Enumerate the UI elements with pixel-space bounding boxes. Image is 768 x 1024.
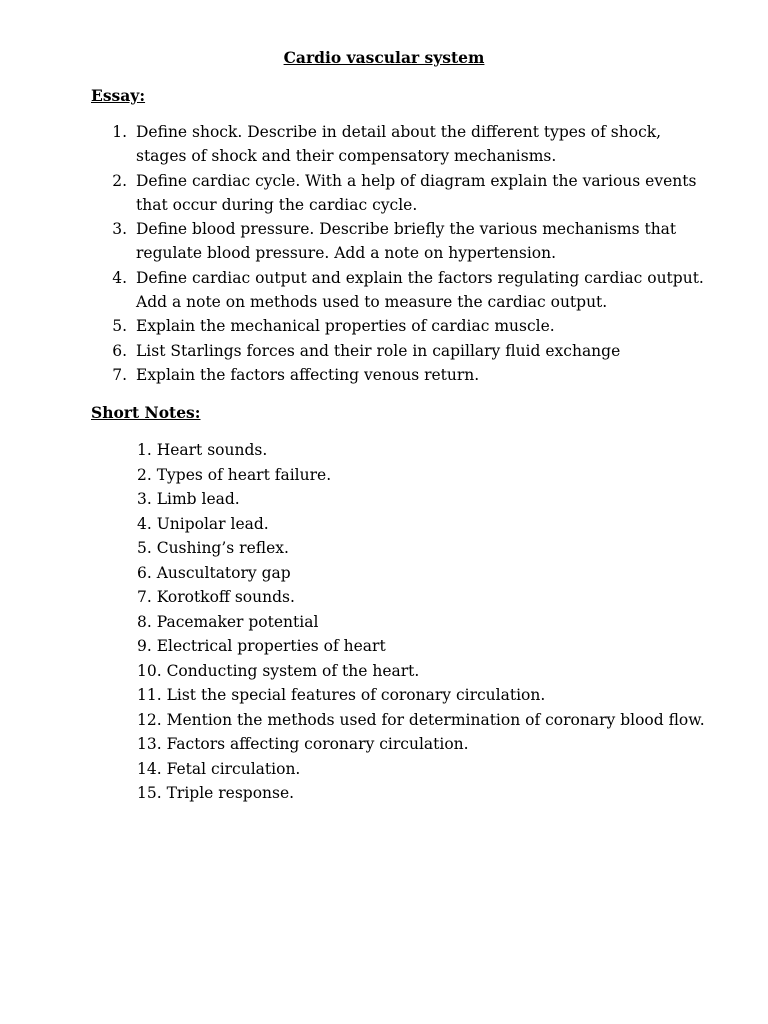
essay-item [0,363,768,387]
short-note-item: 13. Factors affecting coronary circulation. [137,735,469,753]
essay-item-number: 2. [112,171,127,190]
essay-item-line: that occur during the cardiac cycle. [136,195,418,214]
essay-item-number: 3. [112,220,127,239]
essay-item-text [136,169,696,218]
essay-item-line: Explain the mechanical properties of cardiac muscle. [136,317,555,336]
short-note-item: 3. Limb lead. [137,490,240,508]
short-note-item: 11. List the special features of coronary circulation. [137,686,546,704]
essay-item [0,339,768,363]
short-note-item: 10. Conducting system of the heart. [137,661,420,680]
essay-item-text [136,339,696,363]
essay-item-line: Explain the factors affecting venous return. [136,365,480,384]
short-note-item: 8. Pacemaker potential [137,612,319,631]
short-note-item: 15. Triple response. [137,784,295,802]
short-note-item: 5. Cushing’s reflex. [137,539,289,557]
essay-item-line: Add a note on methods used to measure the cardiac output. [136,293,608,312]
short-notes-heading: Short Notes: [91,403,201,422]
essay-item [0,169,768,218]
short-note-item: 2. Types of heart failure. [137,465,332,484]
essay-item-number: 4. [112,268,127,287]
document-title: Cardio vascular system [283,48,485,67]
essay-heading: Essay: [91,86,146,105]
short-note-item: 6. Auscultatory gap [137,563,291,582]
short-note-item: 4. Unipolar lead. [137,514,269,533]
essay-item-text [136,266,704,315]
essay-item-number: 7. [112,365,127,384]
essay-item [0,120,768,169]
essay-item-number: 5. [112,317,127,336]
essay-item-line: List Starlings forces and their role in capillary fluid exchange [136,341,621,360]
short-note-item: 14. Fetal circulation. [137,759,301,778]
essay-item-line: stages of shock and their compensatory mechanisms. [136,147,557,166]
short-note-item: 7. Korotkoff sounds. [137,588,295,606]
short-note-item: 1. Heart sounds. [137,441,268,459]
essay-item-line: Define blood pressure. Describe briefly the various mechanisms that [136,220,677,239]
essay-item-number: 1. [112,123,127,141]
essay-item-text [136,120,696,169]
essay-item-line: regulate blood pressure. Add a note on hypertension. [136,244,557,263]
short-notes-list [137,438,737,806]
essay-item [0,217,768,266]
short-note-item: 9. Electrical properties of heart [137,637,386,655]
essay-list [0,120,768,387]
essay-item-line: Define cardiac output and explain the factors regulating cardiac output. [136,268,704,287]
essay-item-line: Define shock. Describe in detail about the different types of shock, [136,123,662,141]
essay-item-line: Define cardiac cycle. With a help of diagram explain the various events [136,171,697,190]
essay-item-text [136,314,696,338]
essay-item-text [136,217,696,266]
essay-item-number: 6. [112,341,127,360]
short-note-item: 12. Mention the methods used for determination of coronary blood flow. [137,710,705,729]
essay-item [0,314,768,338]
essay-item [0,266,768,315]
essay-item-text [136,363,696,387]
